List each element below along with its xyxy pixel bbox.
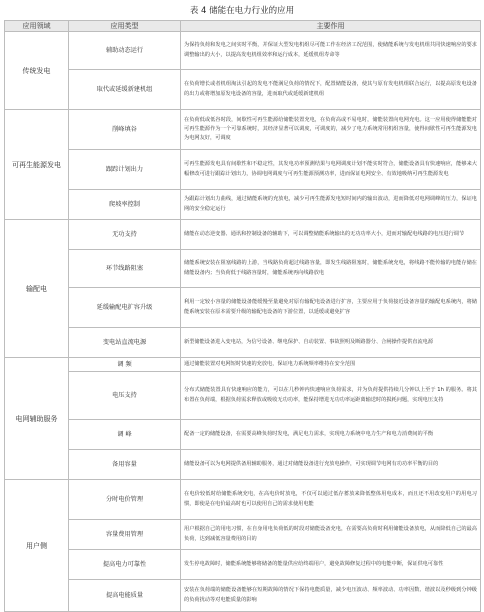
type-cell: 提高电力可靠性 [69,550,181,580]
table-row [5,520,481,550]
domain-cell: 传统发电 [5,32,69,110]
role-cell: 分布式储能装置具有快速响应的能力，可以在几秒钟内快速响应负荷需求，并为负荷提供持续几分钟以上至于 1h 的服务。将其布置在负荷端，根据负荷需求释放或吸收无功功率，能保持增进无功功率运距离输送时的损耗问题，实现电压支持 [181,372,481,420]
type-cell: 备用容量 [69,450,181,480]
table-row [5,70,481,110]
role-cell: 储能在动态逆变器、通讯和控制设备的辅助下，可以调整储能系统输出的无功功率大小，进而对输配电线路的电压进行调节 [181,220,481,250]
role-cell: 为跟踪计划出力曲线，通过储能系统的充放电，减少可再生能源发电短时间内的输出波动，进而降低对电网调峰的压力，保证电网的安全稳定运行 [181,190,481,220]
table-row [5,480,481,520]
type-cell: 电压支持 [69,372,181,420]
role-cell: 在电价较低时给储能系统充电，在高电价时放电，不仅可以通过低存蓄放来降低整体用电成本，而且还不用改变用户的用电习惯，即使是在电价最高时也可以使用自己的需求使用电能 [181,480,481,520]
type-cell: 提高电能质量 [69,580,181,612]
type-cell: 调 峰 [69,420,181,450]
type-cell: 削峰填谷 [69,110,181,150]
type-cell: 容量费用管理 [69,520,181,550]
table-row [5,110,481,150]
role-cell: 储能系统安装在阻塞线路的上游，当线路负荷超过线路容量，即发生线路阻塞时，储能系统充电，将线路不能传输的电能存储在储能设备内；当负荷低于线路容量时，储能系统再向线路放电 [181,250,481,288]
energy-storage-table [4,20,481,612]
role-cell: 发生停电故障时，储能系统能够将储备的能量供应给终端用户，避免故障修复过程中的电能中断，保证供电可靠性 [181,550,481,580]
role-cell: 在负荷低或低谷时段，间歇性可再生能源给储能装置充电，在负荷高或不易电时，储能装置向电网充电。这一应用使得储能能对可再生能源作为一个可靠系统时，其经济显著可以调度，可调度的，减少了电力系统常用机组容量，使得间歇性可再生能源发电为电网友好，可调度 [181,110,481,150]
role-cell: 为保持负荷和发电之间实时平衡，并保证大型发电机组尽可能工作在经济工况范围，使储能系统与发电机组共同快速响应的要求调整输出的大小，以提高发电机组效率和运行成本，延缓机组寿命等 [181,32,481,70]
table-title: 表 4 储能在电力行业的应用 [189,6,295,16]
role-cell: 在负荷增长或者机组淘汰引起的发电不能满足负荷的情况下，配置储能设备，使其与原有发电机组联合运行，以提高原发电设备的出力或将增加原发电设备的容量，进而取代或延缓新建机组 [181,70,481,110]
header-role: 主要作用 [181,21,481,32]
table-row [5,358,481,372]
table-row [5,328,481,358]
role-cell: 利用一定较小容量的储能设备能缓慢至量避免对原有输配电设备进行扩容，主要应用于负荷接近设备容量的输配电系统内，将储能系统安装在原本需要升级的输配电设备的下游位置，以延缓或避免扩容 [181,288,481,328]
table-row [5,150,481,190]
table-row [5,190,481,220]
role-cell: 储能设备可以为电网提供备用辅助服务，通过对储能设备进行充放电操作，可实现调节电网有功功率平衡的目的 [181,450,481,480]
table-row [5,580,481,612]
table-row [5,32,481,70]
table-row [5,550,481,580]
domain-cell: 电网辅助服务 [5,358,69,480]
table-row [5,372,481,420]
type-cell: 爬坡率控制 [69,190,181,220]
type-cell: 取代或延缓新建机组 [69,70,181,110]
table-row [5,250,481,288]
table-row [5,288,481,328]
domain-cell: 可再生能源发电 [5,110,69,220]
domain-cell: 输配电 [5,220,69,358]
domain-cell: 用户侧 [5,480,69,612]
table-header-row [5,21,481,32]
table-row [5,420,481,450]
table-row [5,450,481,480]
header-domain: 应用领域 [5,21,69,32]
role-cell: 新型储能设备进入变电站，为信号设备、继电保护、自动装置、事故照明及断路器分、合闸操作提供直流电源 [181,328,481,358]
table-row [5,220,481,250]
header-type: 应用类型 [69,21,181,32]
type-cell: 调 频 [69,358,181,372]
type-cell: 变电站直流电源 [69,328,181,358]
type-cell: 延缓输配电扩容升级 [69,288,181,328]
role-cell: 可再生能源发电具有间歇性和不稳定性，其发电功率预测结果与电网调度计划不能实时符合，储能设备具有快速响应，能够来大幅修改可进行跟踪计划出力，协调电网调度与可再生能源预测功率，进而保证电网安全、有效地吸纳可再生能源发电 [181,150,481,190]
role-cell: 用户根据自己的用电习惯，在自身用电负荷低的时段对储能设备充电，在需要高负荷时利用储能设备放电，从而降低自己的最高负荷，达到减低容量费用的目的 [181,520,481,550]
role-cell: 配备一定的储能设备，在需要高峰负荷时发电，满足电力需求，实现电力系统中电力生产和电力消费间的平衡 [181,420,481,450]
type-cell: 无功支持 [69,220,181,250]
role-cell: 安装在负荷端的储能设备能够在短期故障的情况下保持电能质量，减少电压波动、频率波动、功率因数、谐波以及秒级到分钟级的负荷扰动等对电能质量的影响 [181,580,481,612]
type-cell: 环节线路阻塞 [69,250,181,288]
type-cell: 跟踪计划出力 [69,150,181,190]
role-cell: 通过储能装置对电网短时快速的充放电，保证电力系统频率维持在安全范围 [181,358,481,372]
type-cell: 辅助动态运行 [69,32,181,70]
type-cell: 分时电价管理 [69,480,181,520]
